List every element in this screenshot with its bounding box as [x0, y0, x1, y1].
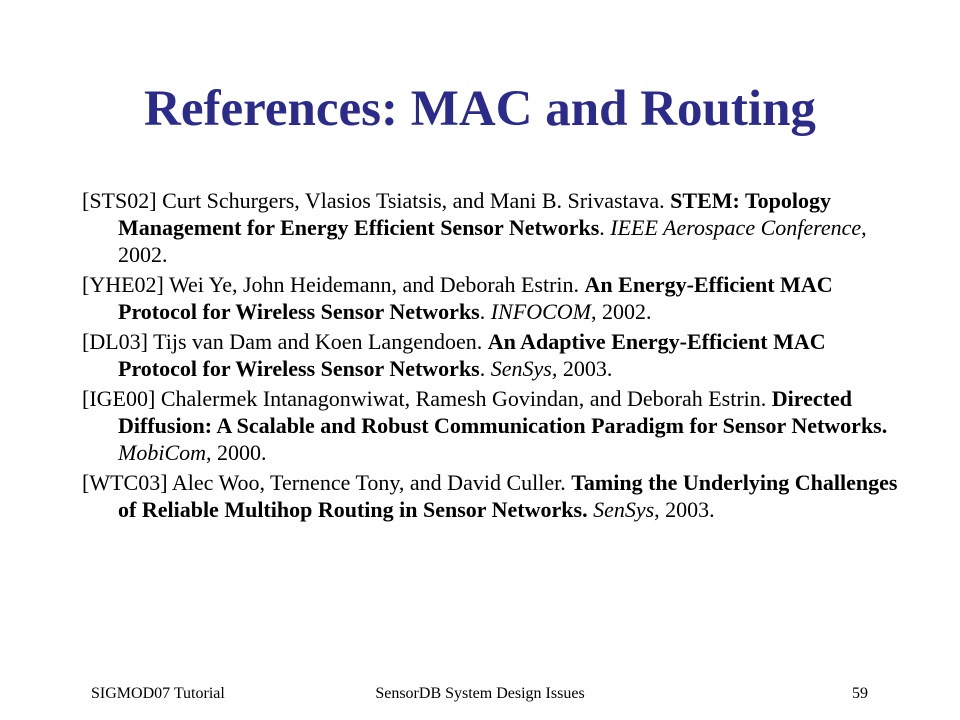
reference-item: [82, 187, 902, 268]
reference-key: [DL03]: [82, 329, 148, 354]
reference-key: [STS02]: [82, 188, 157, 213]
reference-title: Taming the Underlying Challenges of Reliable Multihop Routing in Sensor Networks.: [118, 470, 898, 522]
reference-year: , 2003.: [654, 497, 715, 522]
reference-key: [IGE00]: [82, 386, 156, 411]
slide-title: References: MAC and Routing: [144, 81, 816, 137]
reference-venue: INFOCOM: [490, 299, 591, 324]
reference-authors: Wei Ye, John Heidemann, and Deborah Estrin.: [163, 272, 585, 297]
reference-item: [82, 385, 902, 466]
reference-year: , 2000.: [206, 440, 267, 465]
reference-key: [YHE02]: [82, 272, 164, 297]
reference-key: [WTC03]: [82, 470, 168, 495]
footer-tutorial-name: SIGMOD07 Tutorial: [91, 685, 225, 702]
reference-year: , 2002.: [118, 215, 867, 267]
reference-title: An Energy-Efficient MAC Protocol for Wireless Sensor Networks: [118, 272, 833, 324]
footer-page-number: 59: [852, 685, 868, 702]
reference-year: , 2002.: [590, 299, 652, 324]
reference-authors: Tijs van Dam and Koen Langendoen.: [147, 329, 488, 354]
reference-authors: Chalermek Intanagonwiwat, Ramesh Govindan, and Deborah Estrin.: [155, 386, 772, 411]
footer-section-title: SensorDB System Design Issues: [375, 685, 585, 702]
reference-venue: SenSys,: [490, 356, 558, 381]
reference-year: 2003.: [557, 356, 613, 381]
reference-item: [82, 328, 902, 382]
reference-title: Directed Diffusion: A Scalable and Robust Communication Paradigm for Sensor Networks.: [118, 386, 888, 438]
reference-title: An Adaptive Energy-Efficient MAC Protocol for Wireless Sensor Networks: [118, 329, 826, 381]
reference-separator: .: [479, 356, 491, 381]
reference-title: STEM: Topology Management for Energy Efficient Sensor Networks: [118, 188, 831, 240]
reference-item: [82, 271, 902, 325]
reference-venue: IEEE Aerospace Conference: [610, 215, 862, 240]
reference-venue: SenSys: [593, 497, 655, 522]
reference-authors: Curt Schurgers, Vlasios Tsiatsis, and Mani B. Srivastava.: [156, 188, 671, 213]
reference-separator: .: [599, 215, 611, 240]
reference-venue: MobiCom: [118, 440, 206, 465]
reference-item: [82, 469, 902, 523]
reference-separator: .: [479, 299, 491, 324]
reference-list: [82, 187, 902, 526]
reference-authors: Alec Woo, Ternence Tony, and David Culler.: [167, 470, 572, 495]
